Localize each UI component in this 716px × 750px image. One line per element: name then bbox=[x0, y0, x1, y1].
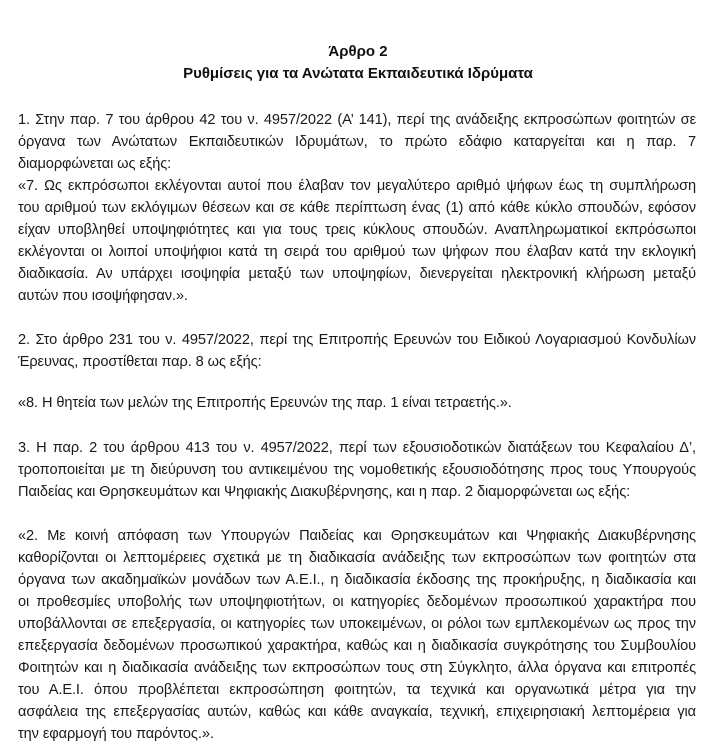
text-line: «7. Ως εκπρόσωποι εκλέγονται αυτοί που έλαβαν τον μεγαλύτερο αριθμό ψήφων έως τη συμπλήρωση bbox=[18, 178, 696, 194]
article-number: Άρθρο 2 bbox=[328, 43, 388, 60]
text-line: καθορίζονται οι λεπτομέρειες σχετικά με τη διαδικασία ανάδειξης των εκπροσώπων των φοιτητών στα bbox=[18, 550, 696, 566]
text-line: διαμορφώνεται ως εξής: bbox=[18, 156, 172, 172]
text-line: επεξεργασία δεδομένων προσωπικού χαρακτήρα, καθώς και η διαδικασία συγκρότησης του Συμβουλίου bbox=[18, 638, 696, 654]
paragraph-2-quote: «8. Η θητεία των μελών της Επιτροπής Ερευνών της παρ. 1 είναι τετραετής.». bbox=[18, 395, 512, 411]
text-line: 1. Στην παρ. 7 του άρθρου 42 του ν. 4957/2022 (Α’ 141), περί της ανάδειξης εκπροσώπων φοιτητών σε bbox=[18, 112, 696, 128]
text-line: τροποποιείται με τη διεύρυνση του αντικειμένου της νομοθετικής εξουσιοδότησης προς τους Υπουργούς bbox=[18, 462, 696, 478]
text-line: Έρευνας, προστίθεται παρ. 8 ως εξής: bbox=[18, 354, 262, 370]
text-line: όργανα των ακαδημαϊκών μονάδων των Α.Ε.Ι., η διαδικασία έκδοσης της προκήρυξης, η διαδικασία και bbox=[18, 572, 696, 588]
text-line: του αριθμού των εκλόγιμων θέσεων και σε κάθε περίπτωση ένας (1) από κάθε κύκλο σπουδών, εφόσον bbox=[18, 200, 696, 216]
article-title: Ρυθμίσεις για τα Ανώτατα Εκπαιδευτικά Ιδρύματα bbox=[183, 65, 533, 82]
text-line: Παιδείας και Θρησκευμάτων και Ψηφιακής Διακυβέρνησης, και η παρ. 2 διαμορφώνεται ως εξής: bbox=[18, 484, 631, 500]
text-line: του Α.Ε.Ι. όπου προβλέπεται εκπροσώπηση φοιτητών, τα τεχνικά και οργανωτικά μέτρα για την bbox=[18, 682, 696, 698]
text-line: ασφάλεια της επεξεργασίας αυτών, καθώς και κάθε αναγκαία, τεχνική, επιχειρησιακή λεπτομέρεια για bbox=[18, 704, 696, 720]
text-line: υποβάλλονται σε επεξεργασία, οι κατηγορίες των υποκειμένων, οι ρόλοι των εμπλεκομένων ως προς την bbox=[18, 616, 696, 632]
text-line: 3. Η παρ. 2 του άρθρου 413 του ν. 4957/2022, περί των εξουσιοδοτικών διατάξεων του Κεφαλαίου Δ’, bbox=[18, 440, 696, 456]
text-line: 2. Στο άρθρο 231 του ν. 4957/2022, περί της Επιτροπής Ερευνών του Ειδικού Λογαριασμού Κονδυλίων bbox=[18, 332, 696, 348]
text-line: Φοιτητών και η διαδικασία ανάδειξης των εκπροσώπων τους στη Σύγκλητο, άλλα όργανα και επιτροπές bbox=[18, 660, 696, 676]
text-line: εκλέγονται οι λοιποί υποψήφιοι κατά τη σειρά του αριθμού των ψήφων που έλαβαν κατά την εκλογική bbox=[18, 244, 696, 260]
text-line: όργανα των Ανώτατων Εκπαιδευτικών Ιδρυμάτων, το πρώτο εδάφιο καταργείται και η παρ. 7 bbox=[18, 134, 696, 150]
text-line: την εφαρμογή του παρόντος.». bbox=[18, 726, 214, 742]
text-line: οι προθεσμίες υποβολής των υποψηφιοτήτων, οι κατηγορίες δεδομένων προσωπικού χαρακτήρα που bbox=[18, 594, 696, 610]
text-line: είχαν υποβληθεί υποψηφιότητες και για τους τρεις κύκλους σπουδών. Αναπληρωματικοί εκπρόσωποι bbox=[18, 222, 696, 238]
text-line: διαδικασία. Αν υπάρχει ισοψηφία μεταξύ των υποψηφίων, διενεργείται ηλεκτρονική κλήρωση μεταξύ bbox=[18, 266, 696, 282]
text-line: αυτών που ισοψήφησαν.». bbox=[18, 288, 188, 304]
text-line: «2. Με κοινή απόφαση των Υπουργών Παιδείας και Θρησκευμάτων και Ψηφιακής Διακυβέρνησης bbox=[18, 528, 696, 544]
